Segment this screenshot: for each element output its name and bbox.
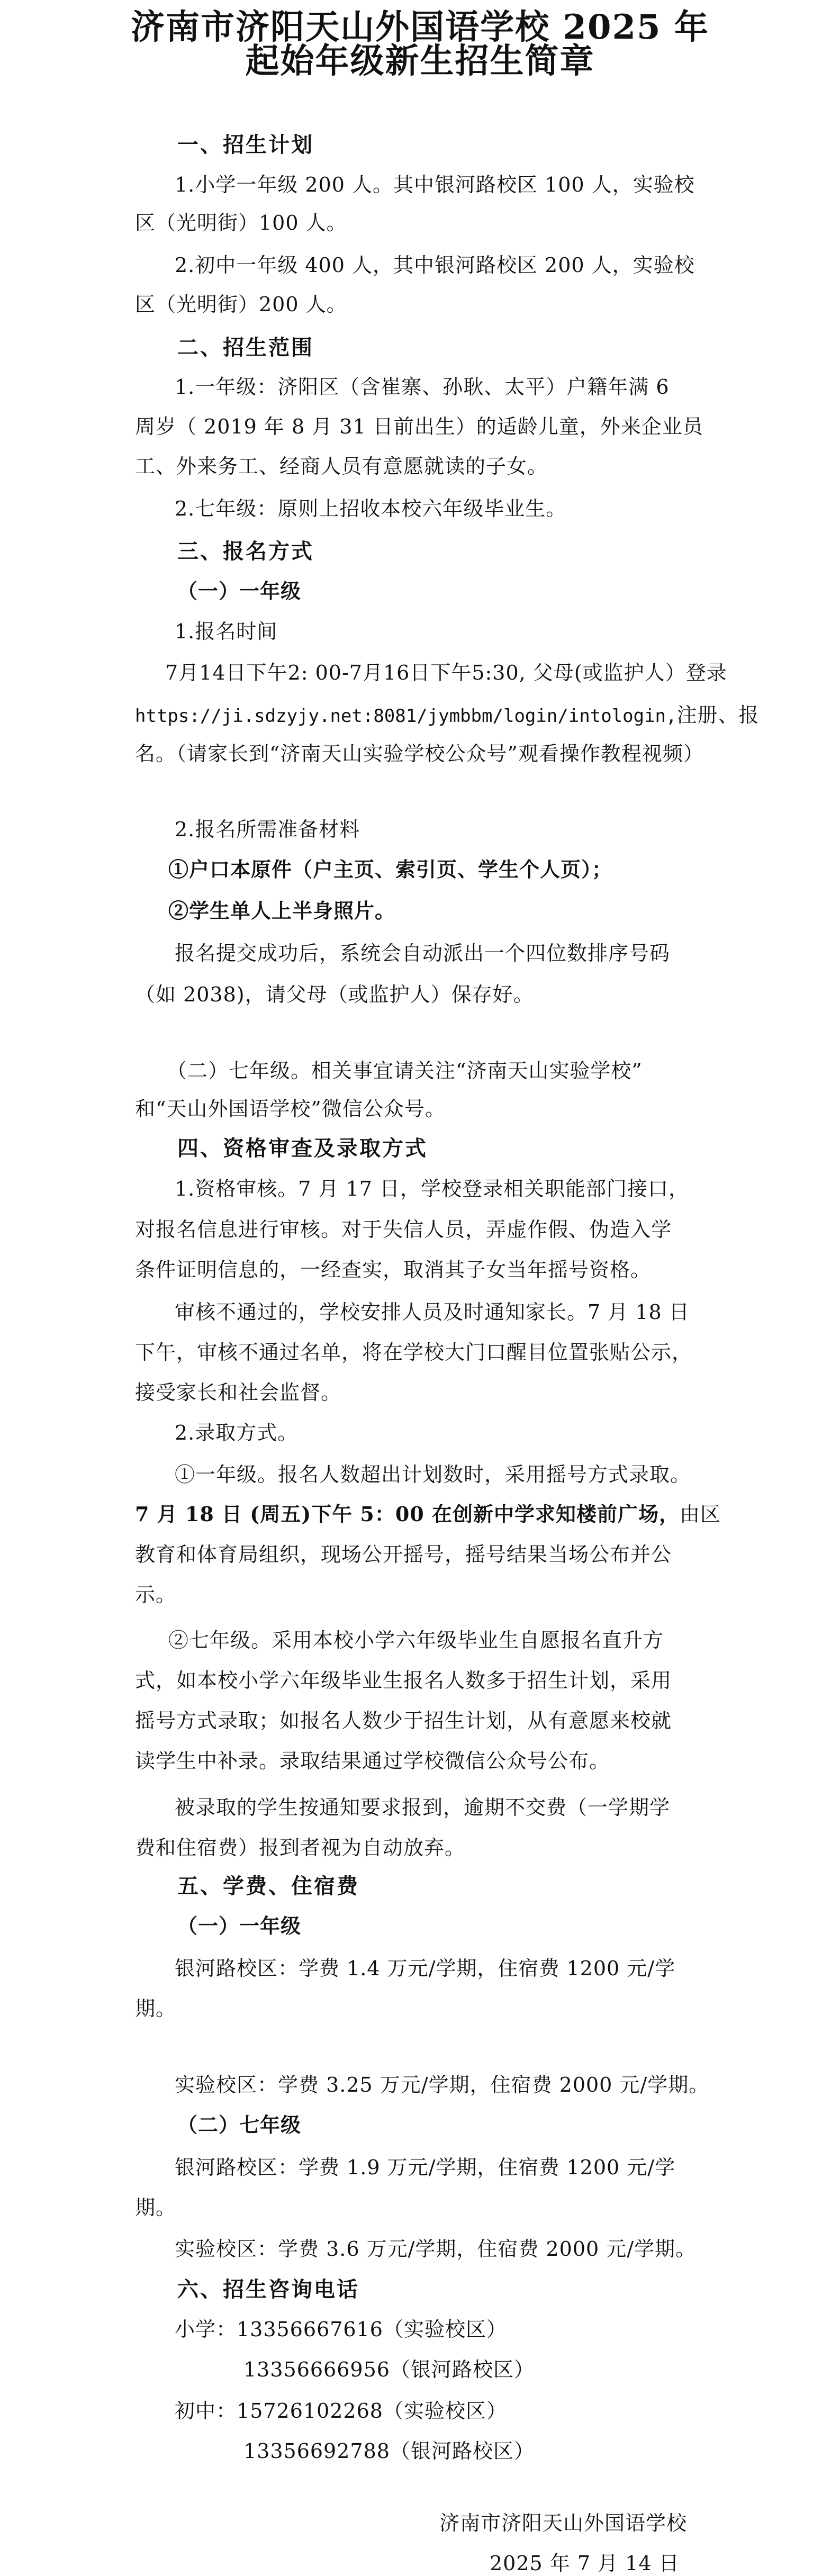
section-heading-fees: 五、学费、住宿费	[177, 1874, 359, 1899]
contact-primary-row1	[175, 2313, 507, 2342]
contact-phone-number[interactable]: 13356667616	[237, 2318, 383, 2341]
registration-after-line1: 报名提交成功后，系统会自动派出一个四位数排序号码	[175, 942, 671, 965]
fees-grade7-yinhe-line2: 期。	[135, 2196, 177, 2219]
admission-label: 2.录取方式。	[175, 1421, 299, 1444]
report-line2: 费和住宿费）报到者视为自动放弃。	[135, 1836, 466, 1859]
doc-title-line2: 起始年级新生招生简章	[245, 41, 595, 81]
report-line1: 被录取的学生按通知要求报到，逾期不交费（一学期学	[175, 1796, 671, 1819]
contact-middle-row1	[175, 2394, 507, 2424]
contact-phone-number[interactable]: 13356666956	[243, 2358, 390, 2381]
materials-item2: ②学生单人上半身照片。	[168, 899, 396, 923]
admission-grade7-line4: 读学生中补录。录取结果通过学校微信公众号公布。	[135, 1749, 610, 1773]
registration-grade7-line1: （二）七年级。相关事宜请关注“济南天山实验学校”	[167, 1059, 643, 1082]
fees-grade7-subheading: （二）七年级	[177, 2113, 302, 2137]
admission-grade1-line4: 示。	[135, 1583, 177, 1606]
review-fail-line3: 接受家长和社会监督。	[135, 1381, 342, 1404]
section-heading-registration: 三、报名方式	[177, 539, 314, 564]
contact-campus: （银河路校区）	[390, 2358, 535, 2381]
registration-time-label: 1.报名时间	[175, 620, 278, 643]
registration-time-line1: 7月14日下午2: 00-7月16日下午5:30, 父母(或监护人）登录	[165, 661, 727, 684]
section-heading-scope: 二、招生范围	[177, 335, 314, 360]
contact-campus: （实验校区）	[383, 2318, 507, 2341]
admission-grade7-line1: ②七年级。采用本校小学六年级毕业生自愿报名直升方	[168, 1629, 664, 1652]
review-line3: 条件证明信息的，一经查实，取消其子女当年摇号资格。	[135, 1258, 652, 1281]
plan-primary-line2: 区（光明街）100 人。	[135, 211, 347, 234]
footer-date: 2025 年 7 月 14 日	[490, 2552, 680, 2575]
contact-phone-number[interactable]: 15726102268	[237, 2399, 383, 2423]
plan-middle-line1: 2.初中一年级 400 人，其中银河路校区 200 人，实验校	[175, 254, 695, 277]
section-heading-review: 四、资格审查及录取方式	[177, 1136, 428, 1161]
materials-item1: ①户口本原件（户主页、索引页、学生个人页）；	[168, 857, 613, 881]
registration-url[interactable]: https://ji.sdzyjy.net:8081/jymbbm/login/intologin,	[135, 706, 677, 727]
lottery-time-place: 7 月 18 日 (周五)下午 5：00 在创新中学求知楼前广场，	[135, 1502, 680, 1526]
scope-grade1-line1: 1.一年级：济阳区（含崔寨、孙耿、太平）户籍年满 6	[175, 375, 670, 399]
contact-phone-number[interactable]: 13356692788	[243, 2439, 390, 2463]
contact-middle-row2	[243, 2435, 535, 2464]
scope-grade1-line2: 周岁（ 2019 年 8 月 31 日前出生）的适龄儿童，外来企业员	[135, 415, 703, 438]
review-line2: 对报名信息进行审核。对于失信人员，弄虚作假、伪造入学	[135, 1218, 672, 1241]
fees-grade7-shiyan: 实验校区：学费 3.6 万元/学期，住宿费 2000 元/学期。	[175, 2237, 697, 2261]
admission-grade7-line2: 式，如本校小学六年级毕业生报名人数多于招生计划，采用	[135, 1669, 672, 1692]
fees-grade1-subheading: （一）一年级	[177, 1914, 302, 1938]
fees-grade1-yinhe-line1: 银河路校区：学费 1.4 万元/学期，住宿费 1200 元/学	[175, 1957, 676, 1980]
doc-title-line1: 济南市济阳天山外国语学校 2025 年	[131, 7, 709, 47]
registration-time-line3: 名。（请家长到“济南天山实验学校公众号”观看操作教程视频）	[135, 742, 704, 765]
registration-after-line2: （如 2038)，请父母（或监护人）保存好。	[135, 983, 534, 1006]
registration-url-tail: 注册、报	[676, 703, 760, 727]
section-heading-plan: 一、招生计划	[177, 132, 314, 157]
footer-school-name: 济南市济阳天山外国语学校	[439, 2511, 688, 2535]
fees-grade1-shiyan: 实验校区：学费 3.25 万元/学期，住宿费 2000 元/学期。	[175, 2073, 710, 2096]
materials-label: 2.报名所需准备材料	[175, 818, 360, 841]
contact-primary-label: 小学：	[175, 2318, 237, 2341]
registration-grade1-subheading: （一）一年级	[177, 579, 302, 603]
fees-grade1-yinhe-line2: 期。	[135, 1997, 177, 2020]
contact-middle-label: 初中：	[175, 2399, 237, 2423]
section-heading-contact: 六、招生咨询电话	[177, 2277, 359, 2302]
fees-grade7-yinhe-line1: 银河路校区：学费 1.9 万元/学期，住宿费 1200 元/学	[175, 2156, 676, 2179]
registration-grade7-line2: 和“天山外国语学校”微信公众号。	[135, 1097, 446, 1120]
review-line1: 1.资格审核。7 月 17 日，学校登录相关职能部门接口，	[175, 1177, 690, 1200]
scope-grade1-line3: 工、外来务工、经商人员有意愿就读的子女。	[135, 455, 548, 478]
admission-grade1-line3: 教育和体育局组织，现场公开摇号，摇号结果当场公布并公	[135, 1543, 672, 1566]
admission-grade1-line2	[135, 1498, 721, 1527]
scope-grade7: 2.七年级：原则上招收本校六年级毕业生。	[175, 497, 567, 520]
review-fail-line1: 审核不通过的，学校安排人员及时通知家长。7 月 18 日	[175, 1300, 690, 1324]
review-fail-line2: 下午，审核不通过名单，将在学校大门口醒目位置张贴公示，	[135, 1341, 693, 1364]
contact-campus: （银河路校区）	[390, 2439, 535, 2463]
plan-primary-line1: 1.小学一年级 200 人。其中银河路校区 100 人，实验校	[175, 173, 695, 196]
admission-grade7-line3: 摇号方式录取；如报名人数少于招生计划，从有意愿来校就	[135, 1709, 672, 1732]
admission-grade1-line1: ①一年级。报名人数超出计划数时，采用摇号方式录取。	[175, 1463, 691, 1486]
admission-grade1-line2-tail: 由区	[679, 1503, 721, 1526]
contact-campus: （实验校区）	[383, 2399, 507, 2423]
plan-middle-line2: 区（光明街）200 人。	[135, 293, 347, 316]
registration-url-line	[135, 699, 760, 728]
contact-primary-row2	[243, 2353, 535, 2382]
